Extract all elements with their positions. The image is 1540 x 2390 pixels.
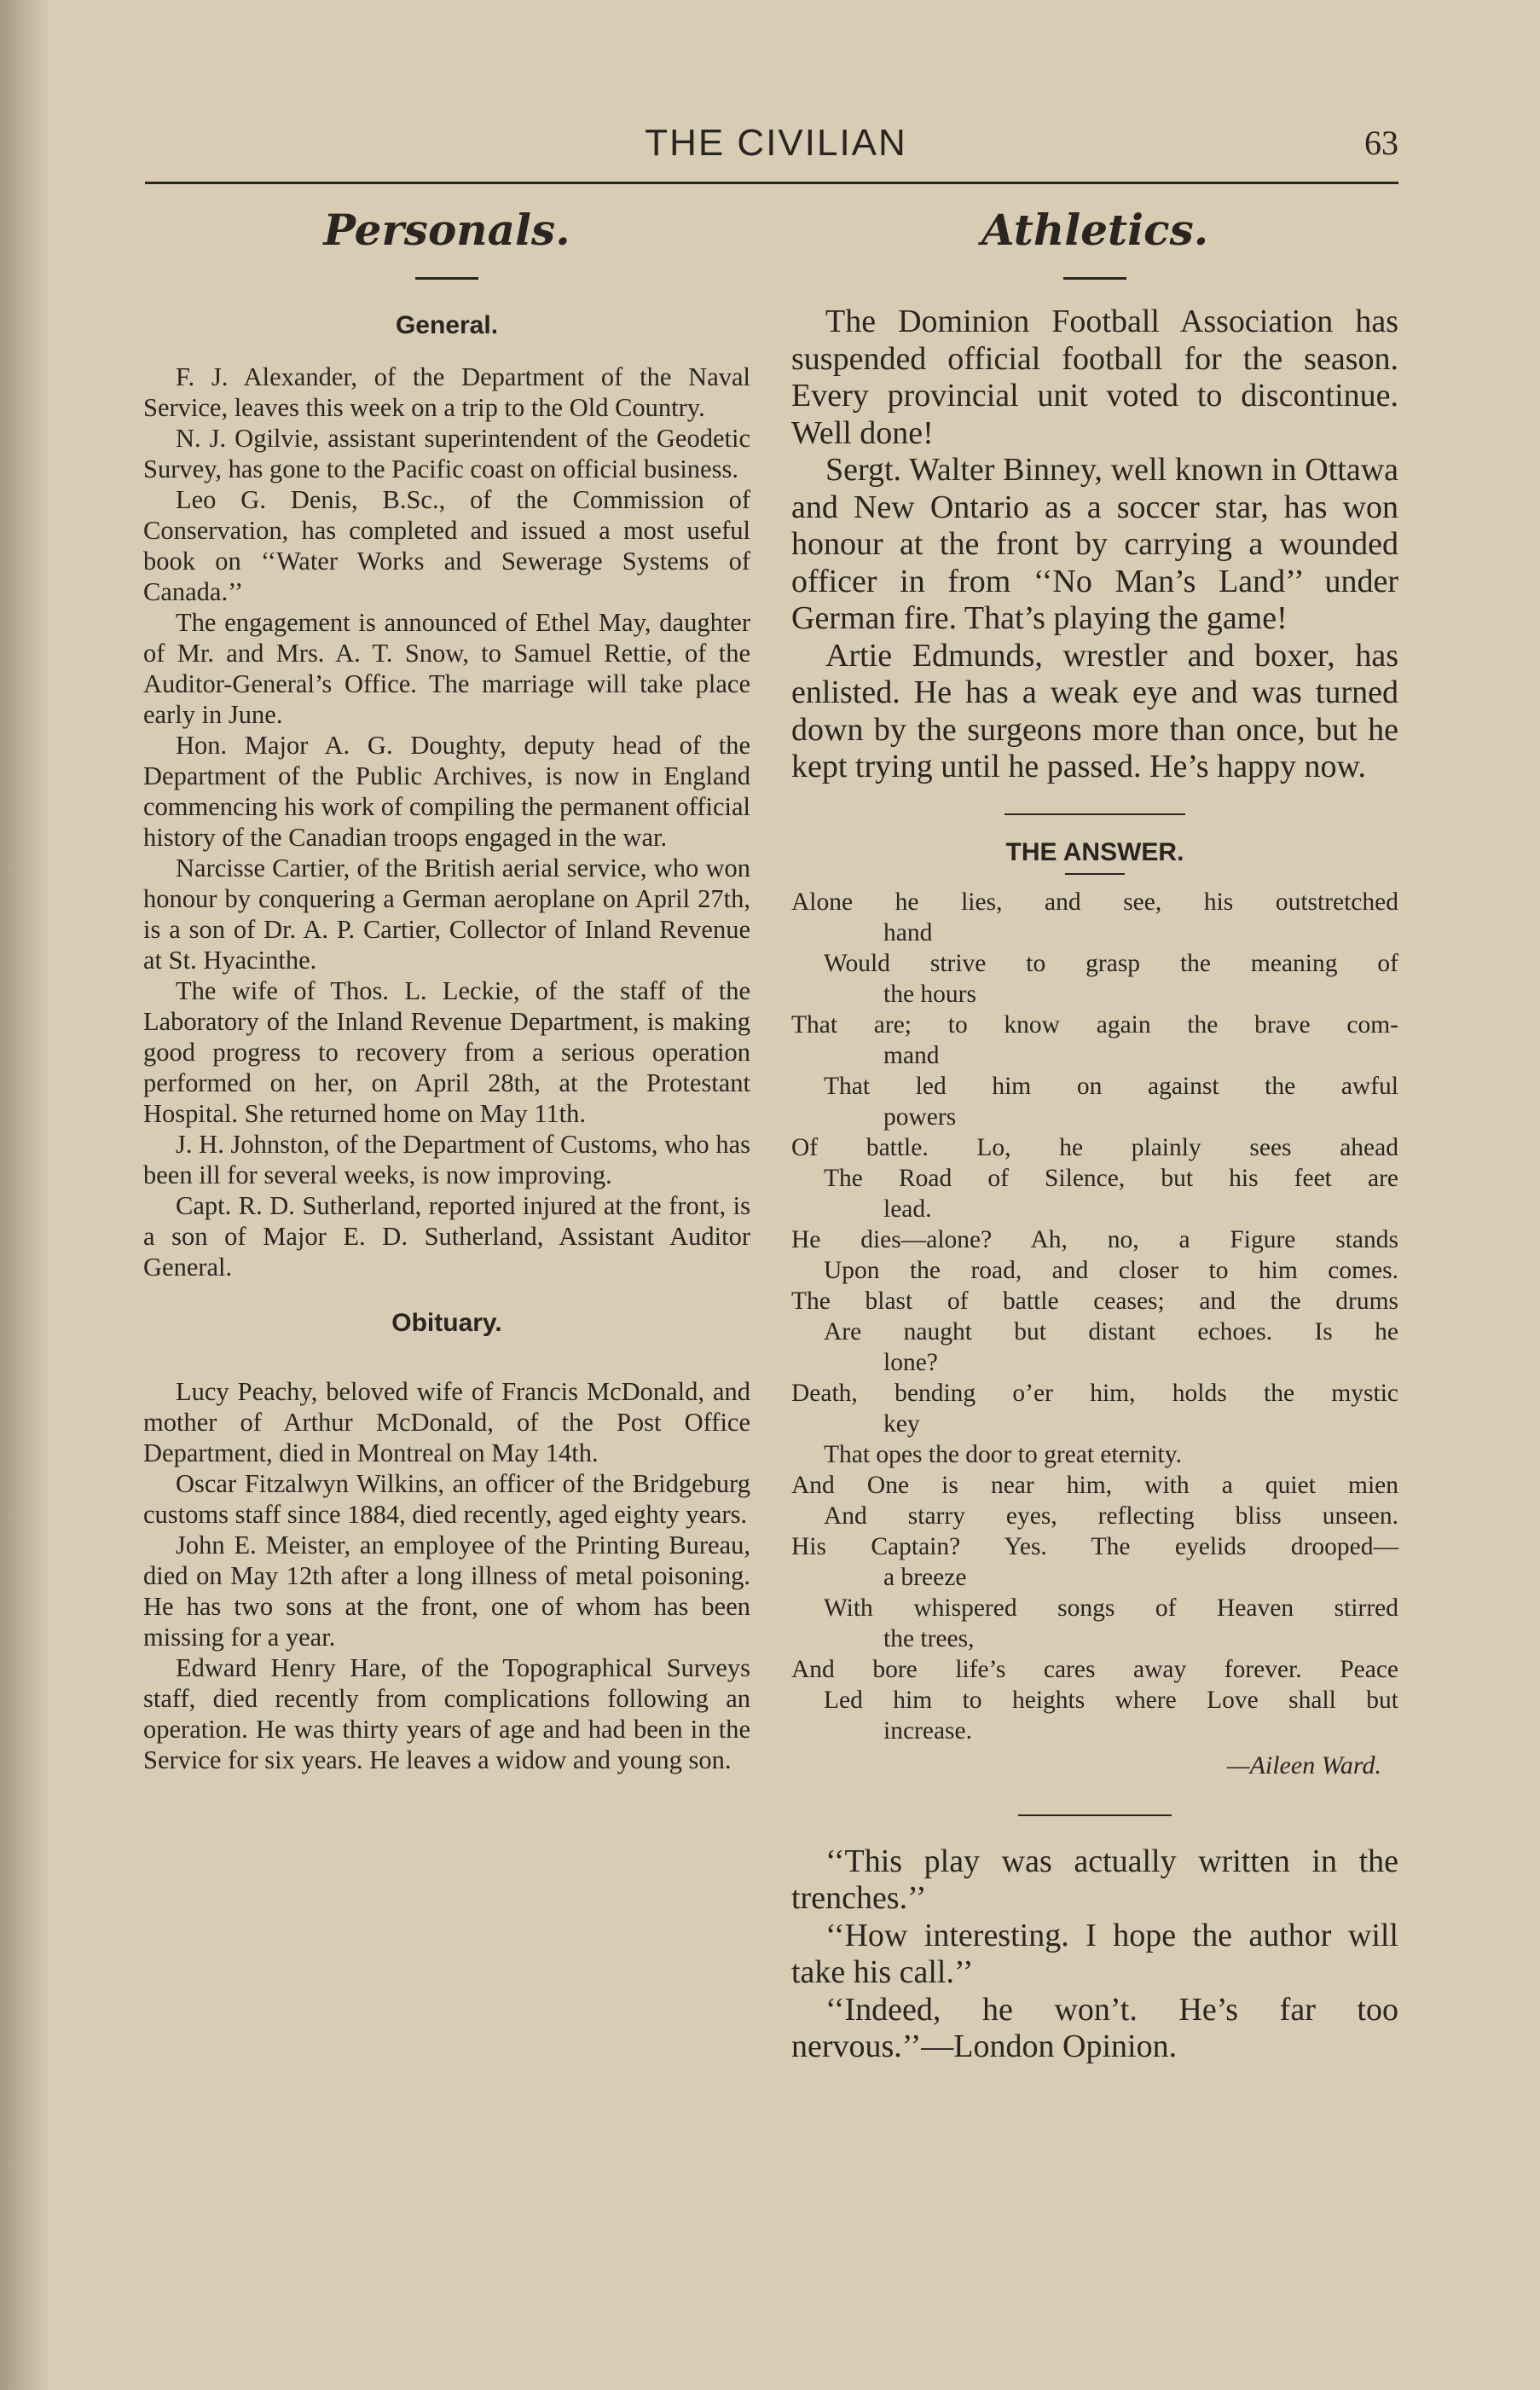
- athletics-paragraph: Sergt. Walter Binney, well known in Ottawa and New Ontario as a soccer star, has won honour at the front by carrying a wounded officer in from ‘‘No Man’s Land’’ under German fire. That’s playing the game!: [791, 452, 1398, 636]
- general-paragraph: F. J. Alexander, of the Department of the Naval Service, leaves this week on a trip to the Old Country.: [143, 362, 750, 422]
- general-paragraph: Leo G. Denis, B.Sc., of the Commission of Conservation, has completed and issued a most useful book on ‘‘Water Works and Sewerage Systems of Canada.’’: [143, 485, 750, 606]
- poem-line: mand: [883, 1041, 940, 1069]
- section-divider: [1004, 813, 1185, 815]
- poem-line: The blast of battle ceases; and the drums: [791, 1287, 1398, 1315]
- poem-attribution: —Aileen Ward.: [1226, 1751, 1381, 1779]
- poem-line: a breeze: [883, 1563, 967, 1591]
- poem-line: Of battle. Lo, he plainly sees ahead: [791, 1133, 1398, 1161]
- poem-title: THE ANSWER.: [1005, 837, 1184, 866]
- page-header: [145, 118, 1398, 169]
- running-title: THE CIVILIAN: [645, 122, 907, 164]
- poem-line: the trees,: [883, 1624, 975, 1652]
- poem-line: His Captain? Yes. The eyelids drooped—: [791, 1532, 1398, 1560]
- obituary-paragraph: Lucy Peachy, beloved wife of Francis McDonald, and mother of Arthur McDonald, of the Post Office Department, died in Montreal on May 14th.: [143, 1377, 750, 1467]
- athletics-paragraph: Artie Edmunds, wrestler and boxer, has enlisted. He has a weak eye and was turned down by the surgeons more than once, but he kept trying until he passed. He’s happy now.: [791, 637, 1398, 784]
- poem-line: That led him on against the awful: [824, 1072, 1398, 1100]
- poem-line: And bore life’s cares away forever. Peace: [791, 1655, 1398, 1683]
- poem-line: He dies—alone? Ah, no, a Figure stands: [791, 1225, 1398, 1253]
- general-paragraph: Hon. Major A. G. Doughty, deputy head of the Department of the Public Archives, is now in England commencing his work of compiling the permanent official history of the Canadian troops engaged in the war.: [143, 731, 750, 852]
- poem-line: And One is near him, with a quiet mien: [791, 1471, 1398, 1499]
- joke-paragraph: ‘‘How interesting. I hope the author will take his call.’’: [791, 1917, 1398, 1990]
- poem-line: key: [883, 1409, 920, 1438]
- joke-paragraph: ‘‘This play was actually written in the trenches.’’: [791, 1843, 1398, 1916]
- poem-line: increase.: [883, 1716, 972, 1745]
- general-paragraph: The wife of Thos. L. Leckie, of the staff of the Laboratory of the Inland Revenue Department, is making good progress to recovery from a serious operation performed on her, on April 28th, at the Protestant Hospital. She returned home on May 11th.: [143, 976, 750, 1128]
- poem-line: That are; to know again the brave com-: [791, 1010, 1398, 1039]
- poem-line: The Road of Silence, but his feet are: [824, 1164, 1398, 1192]
- poem-line: powers: [883, 1102, 957, 1131]
- athletics-rule: [1063, 277, 1126, 280]
- poem-line: hand: [883, 918, 933, 946]
- athletics-paragraph: The Dominion Football Association has suspended official football for the season. Every provincial unit voted to discontinue. Well done!: [791, 304, 1398, 451]
- poem-line: Upon the road, and closer to him comes.: [824, 1256, 1398, 1284]
- general-heading: General.: [395, 311, 499, 339]
- personals-rule: [415, 277, 478, 280]
- poem-line: lead.: [883, 1195, 932, 1223]
- poem-line: That opes the door to great eternity.: [824, 1440, 1182, 1468]
- athletics-column: [791, 200, 1398, 2066]
- joke-paragraph: ‘‘Indeed, he won’t. He’s far too nervous.’’—London Opinion.: [791, 1991, 1398, 2064]
- obituary-paragraph: Edward Henry Hare, of the Topographical Surveys staff, died recently from complications following an operation. He was thirty years of age and had been in the Service for six years. He leaves a widow and young son.: [143, 1653, 750, 1774]
- header-rule: [145, 182, 1398, 184]
- poem-line: the hours: [883, 980, 976, 1008]
- general-paragraph: N. J. Ogilvie, assistant superintendent of the Geodetic Survey, has gone to the Pacific coast on official business.: [143, 424, 750, 483]
- obituary-paragraph: John E. Meister, an employee of the Printing Bureau, died on May 12th after a long illness of metal poisoning. He has two sons at the front, one of whom has been missing for a year.: [143, 1531, 750, 1652]
- poem: [791, 887, 1398, 1746]
- page-edge-shadow: [0, 0, 51, 2390]
- poem-line: With whispered songs of Heaven stirred: [824, 1594, 1398, 1622]
- poem-line: Led him to heights where Love shall but: [824, 1686, 1398, 1714]
- joke-section: [791, 1843, 1398, 2066]
- general-paragraph: Capt. R. D. Sutherland, reported injured at the front, is a son of Major E. D. Sutherland, Assistant Auditor General.: [143, 1191, 750, 1282]
- poem-line: Would strive to grasp the meaning of: [824, 949, 1398, 977]
- personals-column: [143, 200, 750, 1775]
- general-paragraph: J. H. Johnston, of the Department of Customs, who has been ill for several weeks, is now improving.: [143, 1130, 750, 1189]
- athletics-heading: Athletics.: [981, 205, 1209, 255]
- general-paragraph: The engagement is announced of Ethel May, daughter of Mr. and Mrs. A. T. Snow, to Samuel Rettie, of the Auditor-General’s Office. The marriage will take place early in June.: [143, 608, 750, 729]
- athletics-section: [791, 304, 1398, 786]
- poem-line: And starry eyes, reflecting bliss unseen.: [824, 1502, 1398, 1530]
- page-number: 63: [1364, 124, 1398, 162]
- personals-heading: Personals.: [323, 205, 570, 255]
- poem-line: Alone he lies, and see, his outstretched: [791, 888, 1398, 916]
- poem-line: lone?: [883, 1348, 938, 1376]
- poem-line: Death, bending o’er him, holds the mystic: [791, 1379, 1398, 1407]
- poem-line: Are naught but distant echoes. Is he: [824, 1317, 1398, 1345]
- obituary-section: [143, 1376, 750, 1775]
- obituary-heading: Obituary.: [391, 1309, 502, 1337]
- obituary-paragraph: Oscar Fitzalwyn Wilkins, an officer of the Bridgeburg customs staff since 1884, died recently, aged eighty years.: [143, 1469, 750, 1529]
- general-section: [143, 362, 750, 1282]
- poem-title-rule: [1065, 873, 1125, 875]
- joke-divider: [1018, 1814, 1172, 1816]
- general-paragraph: Narcisse Cartier, of the British aerial service, who won honour by conquering a German aeroplane on April 27th, is a son of Dr. A. P. Cartier, Collector of Inland Revenue at St. Hyacinthe.: [143, 854, 750, 975]
